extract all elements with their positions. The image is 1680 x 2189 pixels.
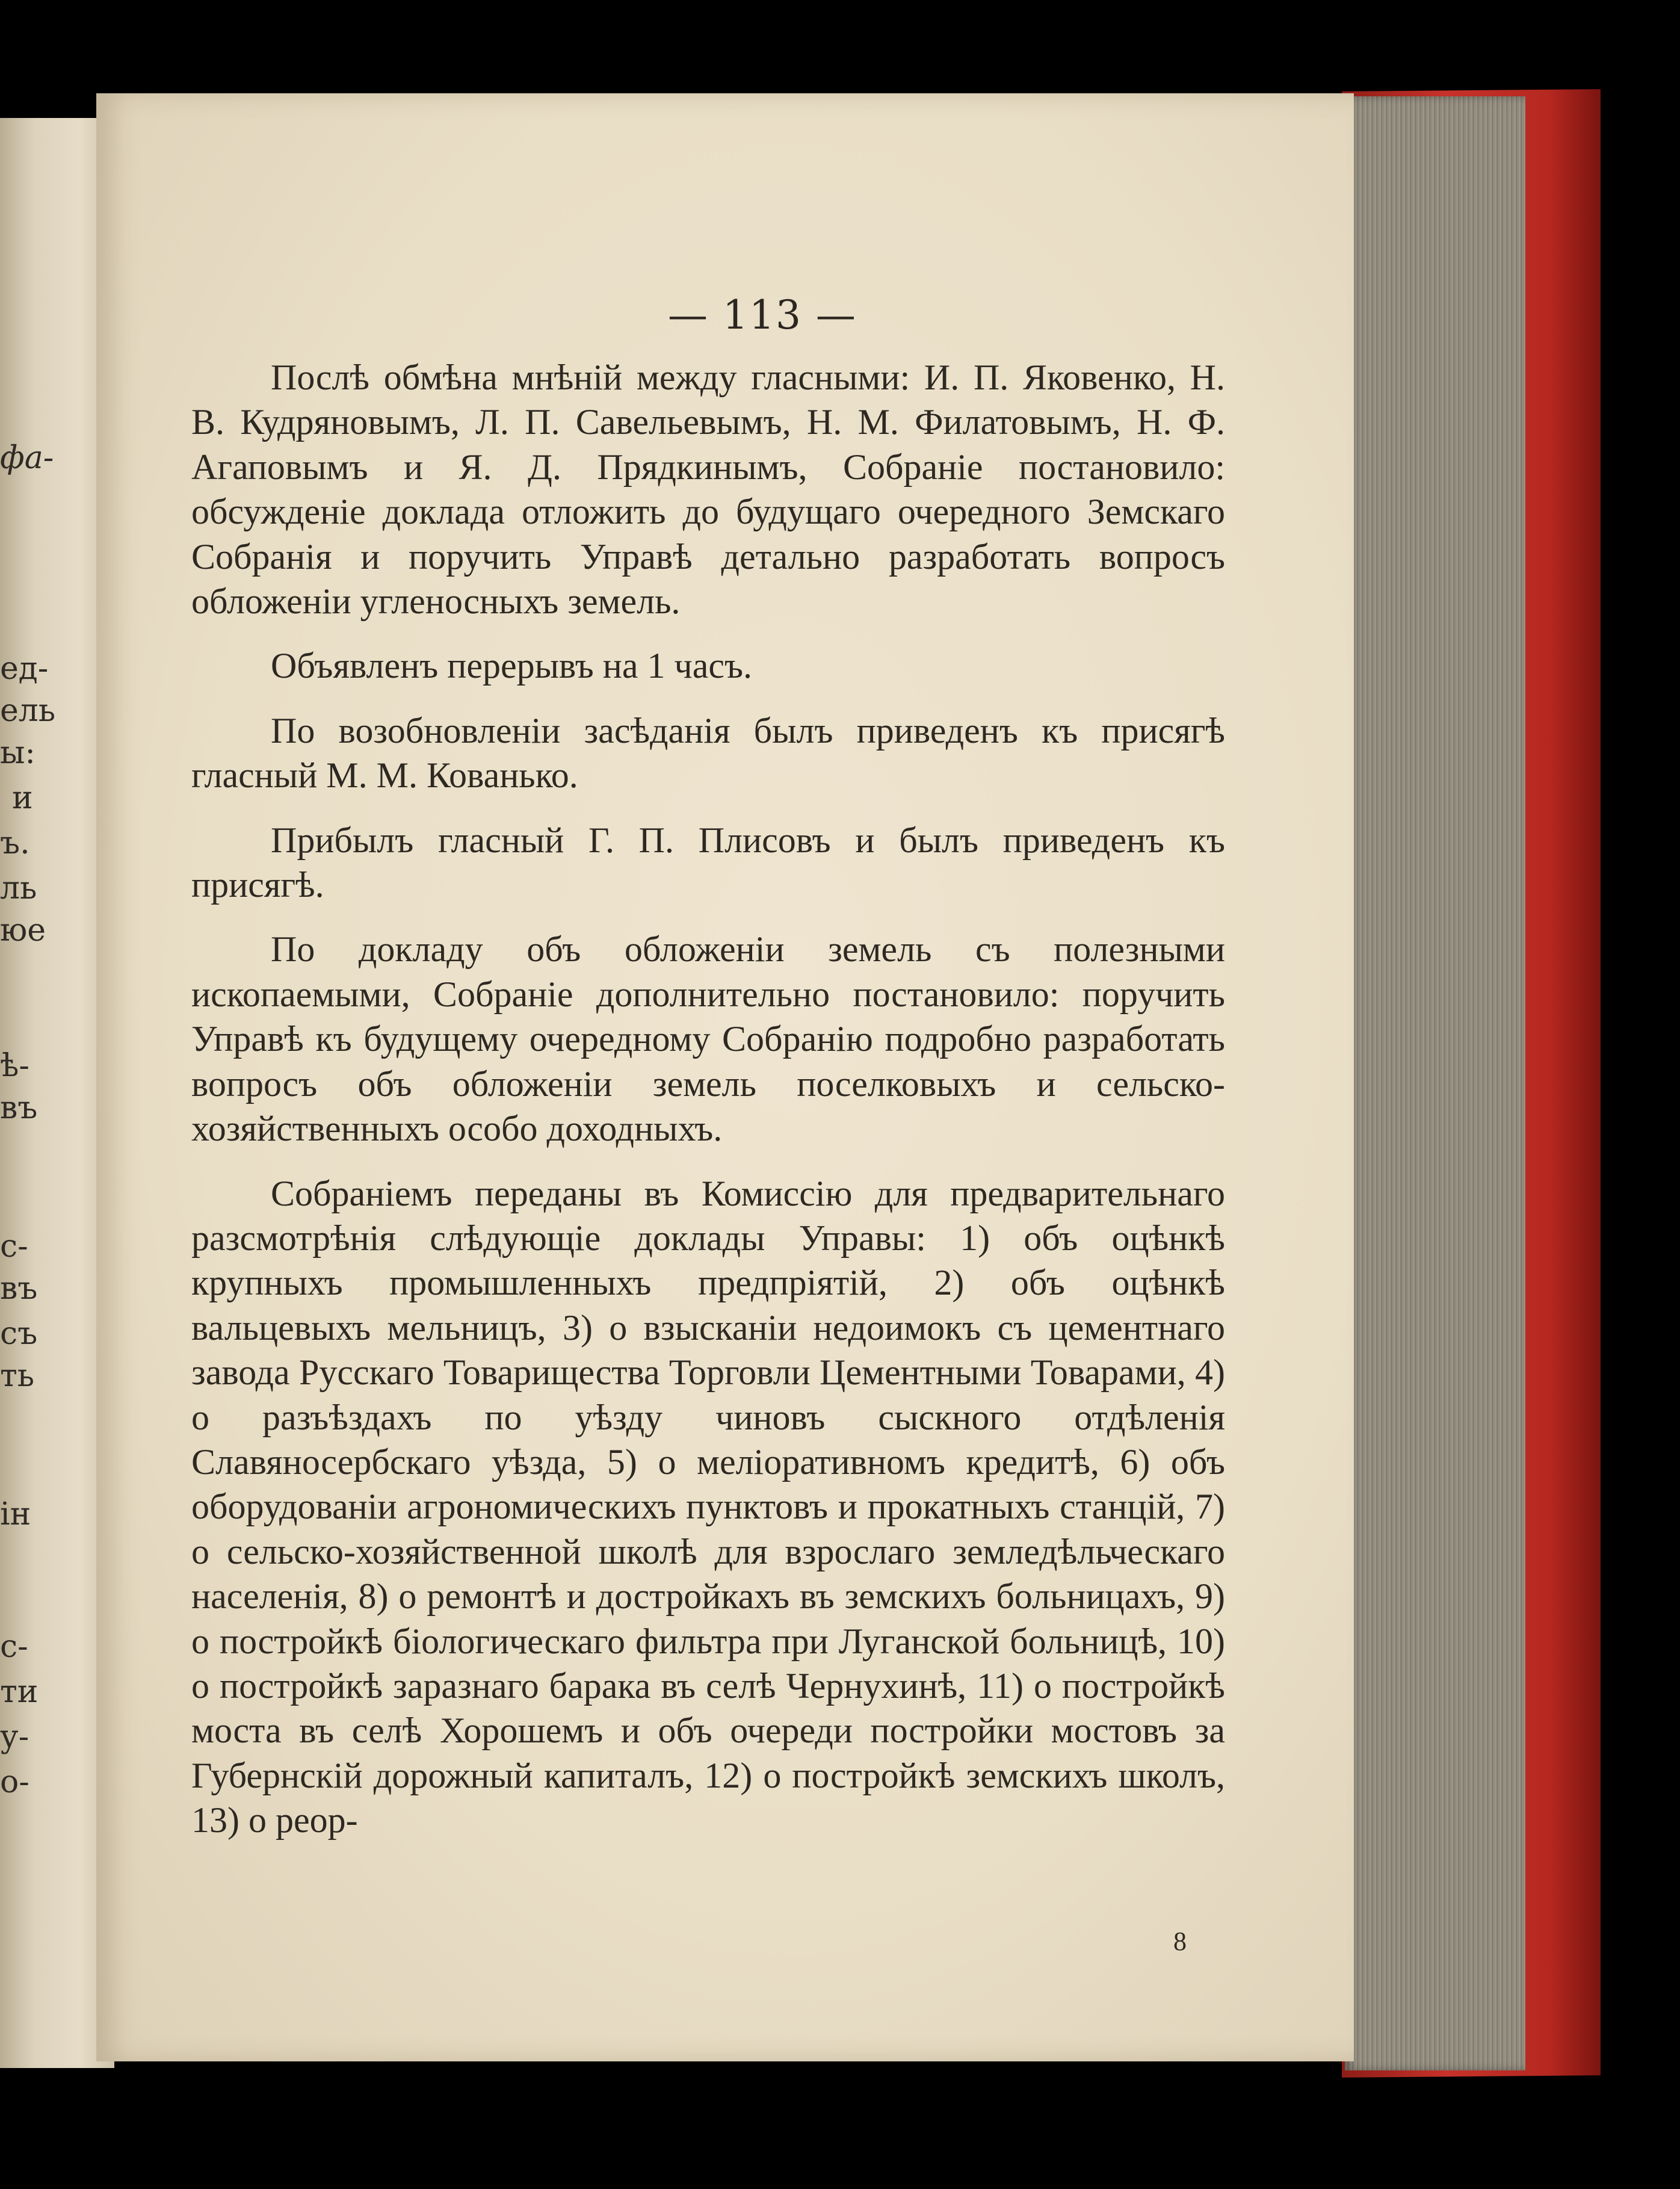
margin-fragment: у- xyxy=(0,1719,29,1755)
margin-fragment: с- xyxy=(0,1629,28,1665)
signature-mark: 8 xyxy=(1173,1927,1187,1956)
margin-fragment: ель xyxy=(0,693,56,729)
margin-fragment: ль xyxy=(0,870,37,906)
margin-fragment: юе xyxy=(0,912,46,949)
margin-fragment: о- xyxy=(0,1764,29,1800)
margin-fragment: въ xyxy=(0,1090,38,1126)
paragraph: По докладу объ обложеніи земель съ полезными ископаемыми, Собраніе дополнительно постановило: поручить Управѣ къ будущему очередному Собранію подробно разработать вопросъ объ обложеніи земель поселковыхъ и сельско-хозяйственныхъ особо доходныхъ. xyxy=(191,929,1225,1149)
margin-fragment: и xyxy=(12,780,33,816)
paragraph: Послѣ обмѣна мнѣній между гласными: И. П. Яковенко, Н. В. Кудряновымъ, Л. П. Савельевымъ, Н. М. Филатовымъ, Н. Ф. Агаповымъ и Я. Д. Прядкинымъ, Собраніе постановило: обсужденіе доклада отложить до будущаго очередного Земскаго Собранія и поручить Управѣ детально разработать вопросъ обложеніи угленосныхъ земель. xyxy=(191,358,1225,622)
margin-fragment: ін xyxy=(0,1496,31,1532)
margin-fragment: ть xyxy=(0,1358,35,1394)
paragraph: Прибылъ гласный Г. П. Плисовъ и былъ приведенъ къ присягѣ. xyxy=(191,820,1225,905)
margin-fragment: ѣ- xyxy=(0,1048,29,1084)
page-body xyxy=(191,355,1225,1863)
paragraph: По возобновленіи засѣданія былъ приведенъ къ присягѣ гласный М. М. Кованько. xyxy=(191,710,1225,796)
margin-fragment: ти xyxy=(0,1674,39,1710)
paragraph: Объявленъ перерывъ на 1 часъ. xyxy=(271,646,752,686)
margin-fragment: фа- xyxy=(0,440,54,476)
book-page xyxy=(96,93,1354,2061)
margin-fragment: ъ. xyxy=(0,825,30,861)
margin-fragment: въ xyxy=(0,1271,38,1307)
paragraph: Собраніемъ переданы въ Комиссію для предварительнаго разсмотрѣнія слѣдующіе доклады Управы: 1) объ оцѣнкѣ крупныхъ промышленныхъ предпріятій, 2) объ оцѣнкѣ вальцевыхъ мельницъ, 3) о взысканіи недоимокъ съ цементнаго завода Русскаго Товарищества Торговли Цементными Товарами, 4) о разъѣздахъ по уѣзду чиновъ сыскного отдѣленія Славяносербскаго уѣзда, 5) о меліоративномъ кредитѣ, 6) объ оборудованіи агрономическихъ пунктовъ и прокатныхъ станцій, 7) о сельско-хозяйственной школѣ для взрослаго земледѣльческаго населенія, 8) о ремонтѣ и достройкахъ въ земскихъ больницахъ, 9) о постройкѣ біологическаго фильтра при Луганской больницѣ, 10) о постройкѣ заразнаго барака въ селѣ Чернухинѣ, 11) о постройкѣ моста въ селѣ Хорошемъ и объ очереди постройки мостовъ за Губернскій дорожный капиталъ, 12) о постройкѣ земскихъ школъ, 13) о реор- xyxy=(191,1173,1225,1841)
margin-fragment: съ xyxy=(0,1316,38,1352)
margin-fragment: ы: xyxy=(0,735,36,771)
margin-fragment: с- xyxy=(0,1228,28,1265)
page-number: — 113 — xyxy=(668,292,857,338)
page-edges xyxy=(1345,96,1525,2070)
margin-fragment: ед- xyxy=(0,651,49,687)
